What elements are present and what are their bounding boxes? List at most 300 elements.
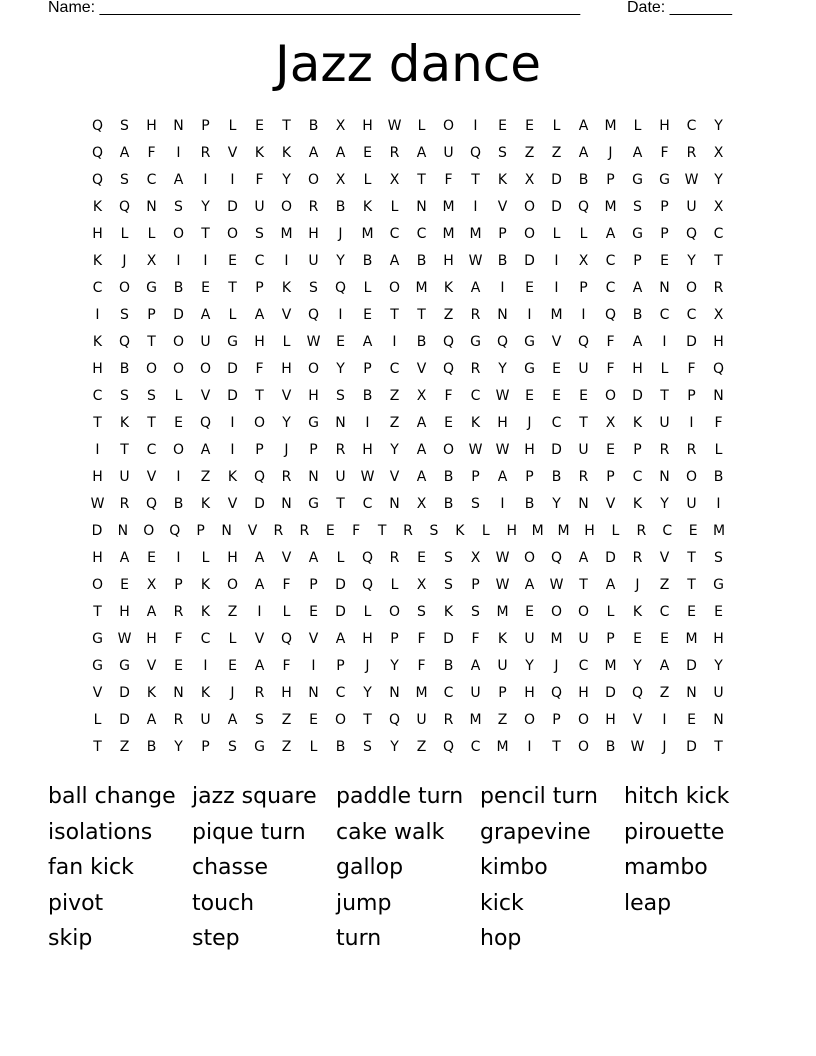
grid-letter: Y (174, 739, 183, 755)
grid-letter: Q (145, 496, 158, 512)
grid-letter: K (119, 415, 130, 431)
grid-letter: P (363, 361, 372, 377)
grid-letter: E (525, 604, 534, 620)
grid-letter: L (120, 226, 129, 242)
grid-letter: S (444, 577, 453, 593)
grid-letter: G (470, 334, 481, 350)
grid-letter: Z (659, 577, 670, 593)
grid-letter: Q (442, 739, 455, 755)
grid-letter: I (473, 199, 478, 215)
grid-letter: K (92, 253, 103, 269)
grid-letter: T (336, 496, 345, 512)
grid-letter: O (523, 226, 536, 242)
grid-letter: M (531, 523, 544, 539)
grid-row (84, 734, 732, 761)
grid-letter: A (254, 550, 265, 566)
grid-letter: H (281, 685, 292, 701)
word-bank-item: touch (192, 890, 255, 916)
grid-letter: B (335, 739, 346, 755)
grid-row (84, 707, 732, 734)
grid-letter: N (389, 685, 400, 701)
grid-letter: E (255, 118, 264, 134)
grid-letter: A (605, 577, 616, 593)
grid-letter: D (686, 334, 697, 350)
grid-letter: U (200, 334, 211, 350)
grid-letter: R (299, 523, 310, 539)
grid-row (84, 167, 732, 194)
grid-letter: O (226, 577, 239, 593)
grid-letter: W (549, 577, 564, 593)
grid-letter: Q (307, 307, 320, 323)
grid-letter: N (713, 388, 724, 404)
grid-letter: W (306, 334, 321, 350)
grid-letter: G (659, 172, 670, 188)
grid-letter: Z (389, 415, 400, 431)
grid-letter: C (605, 253, 616, 269)
grid-row (84, 140, 732, 167)
grid-letter: T (147, 415, 156, 431)
grid-letter: S (120, 118, 129, 134)
grid-letter: T (120, 442, 129, 458)
grid-letter: C (254, 253, 265, 269)
grid-row (84, 302, 732, 329)
grid-letter: P (336, 658, 345, 674)
grid-letter: L (714, 442, 723, 458)
grid-letter: A (416, 145, 427, 161)
grid-letter: N (713, 712, 724, 728)
grid-letter: N (117, 523, 129, 539)
grid-letter: S (471, 604, 480, 620)
grid-letter: Y (660, 496, 669, 512)
grid-letter: E (525, 280, 534, 296)
grid-letter: P (579, 280, 588, 296)
grid-letter: L (390, 199, 399, 215)
grid-letter: E (309, 712, 318, 728)
word-bank-item: jazz square (192, 784, 317, 809)
grid-letter: B (416, 253, 427, 269)
grid-letter: U (470, 685, 481, 701)
grid-letter: Y (714, 172, 723, 188)
grid-letter: M (550, 307, 563, 323)
grid-letter: C (416, 226, 427, 242)
grid-letter: F (444, 388, 453, 404)
grid-letter: G (632, 226, 643, 242)
grid-letter: Z (524, 145, 535, 161)
grid-letter: K (455, 523, 465, 539)
grid-letter: F (174, 631, 183, 647)
grid-letter: T (714, 739, 723, 755)
grid-letter: P (606, 172, 615, 188)
grid-letter: Y (390, 658, 399, 674)
grid-letter: I (203, 253, 208, 269)
grid-letter: M (442, 226, 455, 242)
grid-letter: G (92, 658, 103, 674)
grid-letter: P (606, 631, 615, 647)
grid-letter: Z (119, 739, 130, 755)
grid-letter: K (632, 604, 643, 620)
grid-letter: V (281, 388, 292, 404)
grid-letter: K (470, 415, 481, 431)
grid-letter: U (713, 685, 724, 701)
grid-letter: E (552, 361, 561, 377)
grid-letter: D (227, 199, 238, 215)
grid-letter: H (524, 442, 535, 458)
grid-row (84, 221, 732, 248)
grid-letter: Z (389, 388, 400, 404)
letter-grid (84, 113, 732, 761)
grid-letter: L (660, 361, 669, 377)
grid-letter: X (578, 253, 589, 269)
grid-letter: W (468, 442, 483, 458)
grid-letter: F (444, 172, 453, 188)
grid-letter: Q (118, 334, 131, 350)
grid-letter: P (525, 469, 534, 485)
grid-letter: X (416, 496, 427, 512)
grid-letter: O (523, 712, 536, 728)
grid-letter: D (335, 604, 346, 620)
grid-letter: O (143, 523, 155, 539)
grid-letter: L (552, 226, 561, 242)
grid-letter: A (227, 712, 238, 728)
word-bank-item: hop (480, 926, 522, 951)
grid-letter: W (630, 739, 645, 755)
grid-letter: T (390, 307, 399, 323)
grid-letter: L (228, 307, 237, 323)
grid-letter: Y (390, 442, 399, 458)
grid-letter: Y (687, 253, 696, 269)
grid-letter: D (686, 739, 697, 755)
grid-letter: W (117, 631, 132, 647)
grid-letter: C (578, 658, 589, 674)
grid-letter: S (444, 550, 453, 566)
grid-letter: G (227, 334, 238, 350)
grid-letter: W (387, 118, 402, 134)
grid-letter: H (632, 361, 643, 377)
grid-letter: E (579, 388, 588, 404)
grid-letter: G (119, 658, 130, 674)
grid-letter: Z (200, 469, 211, 485)
grid-letter: L (611, 523, 620, 539)
grid-letter: A (146, 712, 157, 728)
grid-letter: A (146, 604, 157, 620)
grid-letter: A (416, 469, 427, 485)
grid-letter: O (145, 361, 158, 377)
grid-letter: G (524, 361, 535, 377)
grid-letter: V (416, 361, 427, 377)
grid-letter: N (308, 469, 319, 485)
grid-letter: I (203, 658, 208, 674)
grid-letter: G (632, 172, 643, 188)
grid-letter: P (147, 307, 156, 323)
grid-letter: C (632, 469, 643, 485)
grid-letter: Q (361, 577, 374, 593)
grid-letter: V (281, 550, 292, 566)
word-bank-item: jump (336, 890, 392, 916)
grid-letter: F (255, 172, 264, 188)
grid-row (84, 599, 732, 626)
grid-letter: M (415, 280, 428, 296)
grid-letter: M (415, 685, 428, 701)
grid-letter: A (200, 307, 211, 323)
grid-letter: P (196, 523, 205, 539)
grid-letter: O (550, 604, 563, 620)
grid-letter: Z (416, 739, 427, 755)
grid-letter: M (496, 739, 509, 755)
grid-letter: W (495, 577, 510, 593)
grid-letter: V (146, 658, 157, 674)
grid-letter: P (552, 712, 561, 728)
word-bank-item: paddle turn (336, 784, 464, 809)
grid-letter: K (443, 604, 454, 620)
grid-letter: K (632, 496, 643, 512)
grid-letter: O (523, 199, 536, 215)
grid-letter: A (200, 442, 211, 458)
grid-letter: E (120, 577, 129, 593)
grid-letter: V (308, 631, 319, 647)
grid-letter: Q (442, 334, 455, 350)
grid-letter: U (686, 199, 697, 215)
grid-letter: R (281, 469, 292, 485)
grid-letter: H (605, 712, 616, 728)
grid-letter: D (227, 388, 238, 404)
word-bank-item: skip (48, 926, 93, 951)
grid-letter: H (92, 469, 103, 485)
grid-letter: B (578, 172, 589, 188)
grid-letter: T (660, 388, 669, 404)
grid-letter: C (470, 739, 481, 755)
grid-letter: C (92, 280, 103, 296)
grid-letter: A (632, 145, 643, 161)
grid-letter: N (221, 523, 232, 539)
grid-letter: Y (525, 658, 534, 674)
grid-letter: G (254, 739, 265, 755)
grid-letter: H (227, 550, 238, 566)
grid-letter: E (687, 604, 696, 620)
grid-letter: A (308, 145, 319, 161)
grid-letter: I (554, 253, 559, 269)
grid-letter: Q (91, 118, 104, 134)
grid-letter: S (309, 280, 318, 296)
word-bank-item: chasse (192, 855, 268, 880)
grid-letter: C (686, 307, 697, 323)
grid-letter: H (659, 118, 670, 134)
grid-letter: I (554, 280, 559, 296)
grid-letter: S (120, 388, 129, 404)
grid-letter: C (605, 280, 616, 296)
grid-letter: E (325, 523, 335, 539)
grid-letter: R (389, 550, 400, 566)
grid-letter: A (470, 280, 481, 296)
grid-letter: F (606, 361, 615, 377)
grid-letter: R (119, 496, 130, 512)
grid-letter: V (92, 685, 103, 701)
grid-letter: C (92, 388, 103, 404)
grid-letter: E (201, 280, 210, 296)
grid-letter: E (336, 334, 345, 350)
grid-letter: Q (361, 550, 374, 566)
grid-letter: A (497, 469, 508, 485)
grid-letter: O (577, 604, 590, 620)
grid-letter: D (119, 685, 130, 701)
grid-letter: U (578, 442, 589, 458)
grid-letter: I (662, 712, 667, 728)
grid-letter: K (200, 577, 211, 593)
grid-letter: U (443, 145, 454, 161)
grid-row (84, 518, 732, 545)
grid-letter: T (714, 253, 723, 269)
grid-letter: I (176, 145, 181, 161)
grid-letter: D (173, 307, 184, 323)
grid-letter: R (403, 523, 413, 539)
word-bank-item: pivot (48, 890, 104, 916)
grid-letter: V (200, 388, 211, 404)
grid-letter: U (254, 199, 265, 215)
grid-letter: T (147, 334, 156, 350)
grid-letter: Z (281, 712, 292, 728)
grid-letter: J (230, 685, 235, 701)
grid-letter: F (687, 361, 696, 377)
grid-letter: B (119, 361, 130, 377)
grid-letter: N (416, 199, 427, 215)
grid-letter: O (307, 361, 320, 377)
grid-letter: A (119, 145, 130, 161)
grid-letter: D (551, 199, 562, 215)
grid-letter: C (551, 415, 562, 431)
grid-letter: T (552, 739, 561, 755)
grid-letter: H (443, 253, 454, 269)
grid-letter: I (203, 172, 208, 188)
grid-letter: B (713, 469, 724, 485)
grid-letter: B (362, 388, 373, 404)
grid-letter: O (334, 712, 347, 728)
grid-letter: T (282, 118, 291, 134)
grid-letter: B (308, 118, 319, 134)
grid-letter: Q (550, 685, 563, 701)
grid-letter: M (469, 712, 482, 728)
grid-letter: Q (577, 199, 590, 215)
grid-letter: B (146, 739, 157, 755)
grid-letter: S (429, 523, 439, 539)
grid-letter: B (173, 496, 184, 512)
grid-letter: U (200, 712, 211, 728)
grid-letter: T (255, 388, 264, 404)
grid-letter: L (633, 118, 642, 134)
grid-letter: U (578, 631, 589, 647)
grid-letter: L (201, 550, 210, 566)
grid-letter: L (174, 388, 183, 404)
grid-letter: T (687, 550, 696, 566)
grid-letter: P (174, 577, 183, 593)
grid-letter: A (119, 550, 130, 566)
grid-letter: E (174, 415, 183, 431)
grid-letter: A (254, 307, 265, 323)
grid-letter: C (686, 118, 697, 134)
grid-letter: F (352, 523, 361, 539)
grid-letter: D (119, 712, 130, 728)
grid-letter: M (361, 226, 374, 242)
grid-letter: M (604, 118, 617, 134)
word-bank-item: pique turn (192, 819, 306, 845)
grid-letter: L (390, 577, 399, 593)
grid-letter: S (147, 388, 156, 404)
grid-letter: U (335, 469, 346, 485)
grid-letter: O (118, 280, 131, 296)
grid-letter: K (497, 172, 508, 188)
grid-letter: F (606, 334, 615, 350)
grid-letter: K (362, 199, 373, 215)
grid-letter: I (176, 253, 181, 269)
grid-letter: T (93, 739, 102, 755)
grid-letter: S (120, 307, 129, 323)
grid-letter: U (308, 253, 319, 269)
grid-letter: D (443, 631, 454, 647)
grid-letter: Y (282, 415, 291, 431)
grid-letter: P (390, 631, 399, 647)
grid-letter: V (254, 631, 265, 647)
grid-row (84, 248, 732, 275)
grid-letter: H (506, 523, 517, 539)
word-bank (48, 779, 768, 957)
grid-letter: Y (498, 361, 507, 377)
grid-letter: O (604, 388, 617, 404)
grid-letter: Q (550, 550, 563, 566)
grid-letter: K (146, 685, 157, 701)
grid-letter: U (659, 415, 670, 431)
grid-letter: H (578, 685, 589, 701)
word-bank-item: kick (480, 890, 524, 916)
grid-letter: R (273, 523, 284, 539)
grid-letter: M (469, 226, 482, 242)
word-bank-item: pirouette (624, 819, 725, 845)
grid-letter: T (201, 226, 210, 242)
grid-letter: J (122, 253, 127, 269)
grid-letter: K (497, 631, 508, 647)
grid-letter: J (554, 658, 559, 674)
grid-letter: X (146, 253, 157, 269)
grid-letter: D (686, 658, 697, 674)
grid-letter: B (335, 199, 346, 215)
grid-letter: U (524, 631, 535, 647)
grid-letter: T (417, 307, 426, 323)
worksheet-header (48, 0, 748, 18)
grid-letter: V (632, 712, 643, 728)
puzzle-title: Jazz dance (274, 35, 542, 93)
grid-letter: Q (253, 469, 266, 485)
grid-letter: I (257, 604, 262, 620)
grid-letter: L (417, 118, 426, 134)
grid-letter: R (173, 604, 184, 620)
grid-letter: B (443, 658, 454, 674)
grid-letter: S (471, 496, 480, 512)
grid-letter: E (228, 658, 237, 674)
grid-letter: D (605, 685, 616, 701)
grid-letter: E (660, 253, 669, 269)
grid-letter: R (389, 145, 400, 161)
grid-letter: V (551, 334, 562, 350)
grid-letter: R (632, 550, 643, 566)
grid-letter: E (228, 253, 237, 269)
grid-letter: I (581, 307, 586, 323)
grid-letter: H (254, 334, 265, 350)
grid-letter: D (524, 253, 535, 269)
grid-letter: D (632, 388, 643, 404)
grid-letter: Z (281, 739, 292, 755)
grid-letter: L (606, 604, 615, 620)
grid-letter: R (686, 442, 697, 458)
grid-letter: Q (91, 172, 104, 188)
grid-letter: D (551, 172, 562, 188)
grid-letter: N (335, 415, 346, 431)
